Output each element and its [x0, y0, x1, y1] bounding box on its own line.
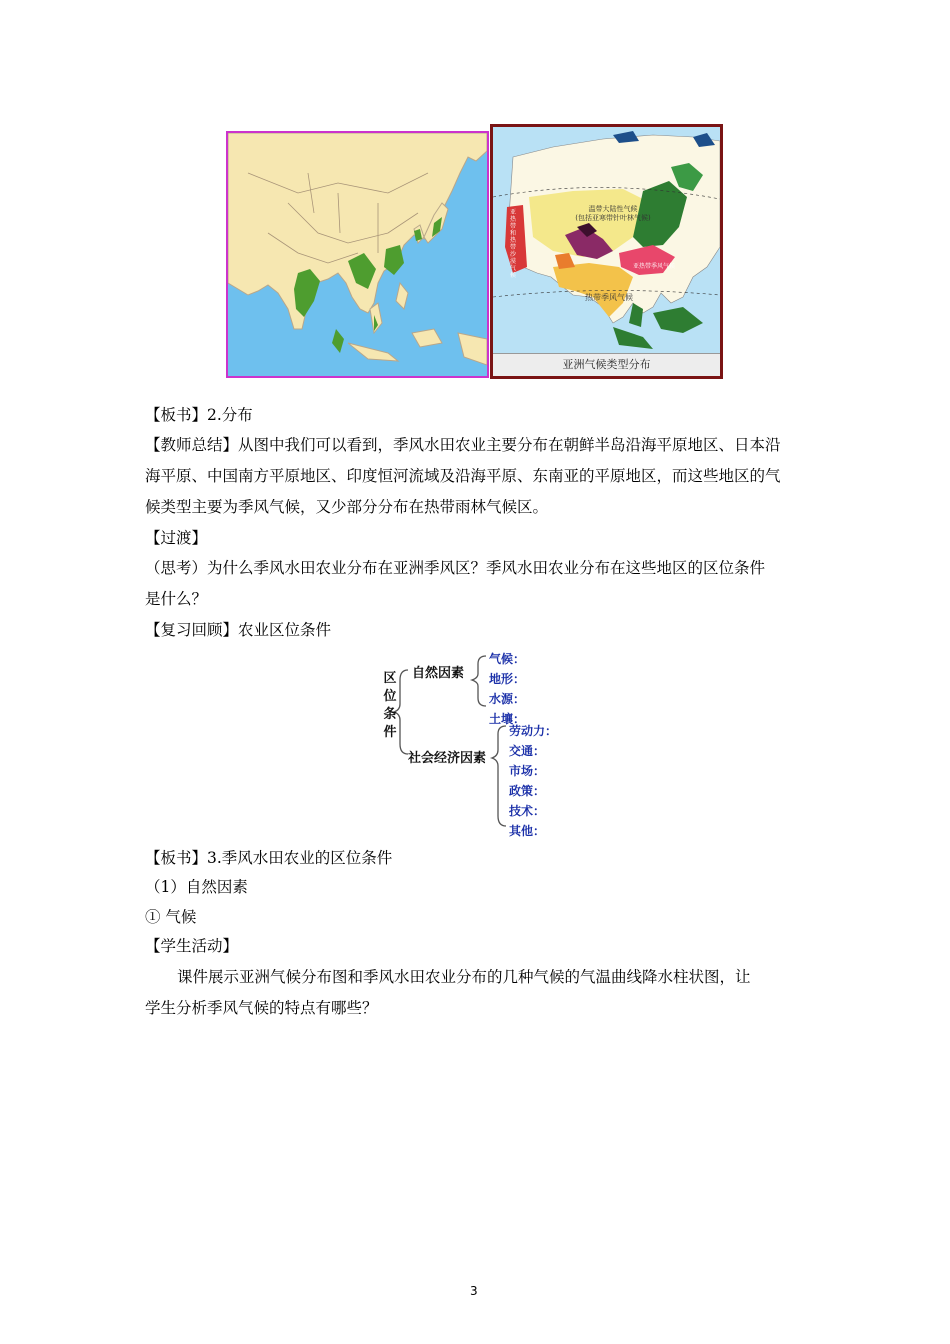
- root-char: 条: [383, 707, 397, 722]
- root-char: 位: [383, 689, 397, 704]
- natural-factor-heading: （1）自然因素: [145, 878, 248, 896]
- natural-factors-label: 自然因素: [412, 666, 465, 681]
- summary-line-1: 【教师总结】从图中我们可以看到，季风水田农业主要分布在朝鲜半岛沿海平原地区、日本沿: [145, 436, 781, 454]
- think-line-2: 是什么？: [145, 590, 208, 608]
- root-char: 区: [383, 671, 397, 686]
- page-number: 3: [470, 1284, 478, 1298]
- asia-climate-map: [490, 124, 723, 379]
- social-item-policy: 政策：: [509, 784, 546, 798]
- asia-paddy-distribution-map: [226, 131, 489, 378]
- social-item-other: 其他：: [509, 824, 546, 838]
- social-item-technology: 技术：: [509, 804, 546, 818]
- climate-map-caption: 亚洲气候类型分布: [493, 353, 720, 376]
- natural-item-soil: 土壤：: [489, 712, 526, 726]
- climate-heading: ① 气候: [145, 908, 197, 926]
- natural-item-water: 水源：: [489, 692, 526, 706]
- review-heading: 【复习回顾】农业区位条件: [145, 621, 332, 639]
- location-factors-diagram: [370, 648, 570, 843]
- label-temperate-continental: 温带大陆性气候: [588, 205, 638, 213]
- summary-line-2: 海平原、中国南方平原地区、印度恒河流域及沿海平原、东南亚的平原地区，而这些地区的气: [145, 467, 781, 485]
- think-line-1: （思考）为什么季风水田农业分布在亚洲季风区？季风水田农业分布在这些地区的区位条件: [145, 559, 766, 577]
- label-west-desert: 亚热带和热带沙漠气候: [510, 209, 517, 279]
- social-item-labor: 劳动力：: [509, 724, 558, 738]
- summary-line-3: 候类型主要为季风气候，又少部分分布在热带雨林气候区。: [145, 498, 549, 516]
- think-question: [145, 557, 825, 610]
- activity-line-1: 课件展示亚洲气候分布图和季风水田农业分布的几种气候的气温曲线降水柱状图，让: [177, 968, 751, 986]
- root-char: 件: [383, 725, 397, 740]
- natural-item-climate: 气候：: [489, 652, 526, 666]
- natural-item-terrain: 地形：: [489, 672, 526, 686]
- social-factors-label: 社会经济因素: [408, 751, 487, 766]
- activity-line-2: 学生分析季风气候的特点有哪些？: [145, 999, 378, 1017]
- student-activity-heading: 【学生活动】: [145, 937, 239, 955]
- label-subtropical-monsoon: 亚热带季风气候: [633, 263, 676, 270]
- asia-map-graphic: [228, 133, 487, 376]
- board-location-conditions: 【板书】3.季风水田农业的区位条件: [145, 849, 393, 867]
- transition-heading: 【过渡】: [145, 529, 208, 547]
- social-item-market: 市场：: [509, 764, 546, 778]
- teacher-summary: [145, 434, 825, 518]
- board-distribution: 【板书】2.分布: [145, 406, 253, 424]
- social-item-transport: 交通：: [509, 744, 546, 758]
- location-conditions-label: [382, 670, 398, 742]
- label-tropical-monsoon: 热带季风气候: [585, 293, 633, 302]
- label-temperate-continental-note: (包括亚寒带针叶林气候): [575, 214, 651, 222]
- asia-climate-graphic: [493, 127, 720, 354]
